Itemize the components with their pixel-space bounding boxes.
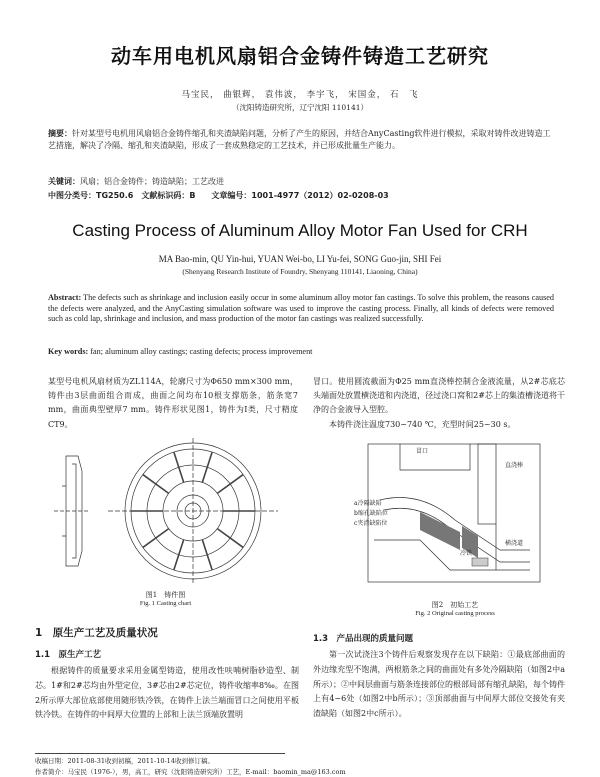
fig2-label-shrinkage: b缩孔缺陷位 (354, 510, 388, 517)
fan-rib (217, 529, 243, 548)
section-1-heading: 1 原生产工艺及质量状况 (35, 627, 158, 639)
fig1-caption-en: Fig. 1 Casting chart (139, 600, 192, 607)
figure-1 (48, 436, 283, 607)
fig2-label-cold-lap: a冷隔缺陷 (354, 500, 382, 507)
intro-right-para-1: 冒口。使用圆流截面为Φ25 mm直浇棒控制合金液流量，从2#芯底芯头端面处放置横浇道和内浇道，径过浇口窝和2#芯上的集渣槽浇道将干净的合金液导入型腔。 (313, 377, 565, 415)
fan-rib (202, 540, 212, 570)
keywords-en-label: Key words: (48, 347, 89, 356)
authors-cn: 马宝民， 曲银辉， 袁伟波， 李宇飞， 宋国金， 石 飞 (181, 90, 419, 100)
fan-rib (202, 452, 212, 482)
abstract-cn-label: 摘要： (48, 129, 72, 138)
keywords-en-text: fan; aluminum alloy castings; casting defects; process improvement (88, 347, 313, 356)
fig1-caption-cn: 图1 铸件图 (145, 591, 186, 599)
fan-rib (143, 475, 169, 494)
fig2-caption-cn: 图2 初始工艺 (431, 601, 479, 609)
abstract-en-label: Abstract: (48, 293, 82, 302)
keywords-cn (48, 176, 552, 188)
section-1-3-heading: 1.3 产品出现的质量问题 (313, 634, 414, 644)
intro-right-text (313, 375, 565, 432)
fig2-label-sprue: 横浇道 (505, 540, 524, 547)
intro-right-para-2: 本铸件浇注温度730~740 ℃，充型时间25~30 s。 (329, 419, 516, 429)
affiliation-cn: （沈阳铸造研究所，辽宁沈阳 110141） (231, 103, 368, 112)
fan-rib (174, 452, 184, 482)
fig2-label-inclusion: c夹渣缺陷位 (354, 520, 388, 527)
fan-rib (174, 540, 184, 570)
footnote-rule (35, 753, 285, 754)
intro-left-text: 某型号电机风扇材质为ZL114A，轮廓尺寸为Φ650 mm×300 mm，铸件由3层曲面组合而成，曲面之间均布10根支撑筋条，筋条宽7 mm，曲面典型壁厚7 mm。铸件形状见图1，铸件为Ⅰ类，尺寸精度CT9。 (48, 377, 298, 429)
keywords-cn-text: 风扇；铝合金铸件；铸造缺陷；工艺改进 (80, 177, 224, 186)
keywords-en (48, 347, 554, 356)
classification-line (48, 190, 552, 202)
authors-en: MA Bao-min, QU Yin-hui, YUAN Wei-bo, LI Yu-fei, SONG Guo-jin, SHI Fei (158, 254, 442, 264)
abstract-en (48, 293, 554, 325)
abstract-cn (48, 128, 552, 152)
section-1-1-heading: 1.1 原生产工艺 (35, 650, 102, 660)
affiliation-en: (Shenyang Research Institute of Foundry, Shenyang 110141, Liaoning, China) (182, 267, 418, 276)
keywords-cn-label: 关键词： (48, 177, 80, 186)
section-1-3-text: 第一次试浇注3个铸件后观察发现存在以下缺陷：①最底部曲面的外边缘充型不饱满，两根筋条之间的曲面处有多处冷隔缺陷（如图2中a所示）；②中间层曲面与筋条连接部位的根部局部有缩孔缺陷，每个铸件上有4~6处（如图2中b所示）；③顶部曲面与中间厚大部位交接处有夹渣缺陷（如图2中c所示）。 (313, 650, 565, 719)
figure-2 (354, 440, 550, 617)
fig2-label-cold-iron: 冷铁 (460, 550, 473, 557)
footnote-received: 收稿日期：2011-08-31收到初稿，2011-10-14收到修订稿。 (35, 757, 214, 765)
fan-rib (217, 475, 243, 494)
section-1-1-text: 根据铸件的质量要求采用金属型铸造，使用改性呋喃树脂砂造型、制芯。1#和2#芯均由外型定位，3#芯由2#芯定位，铸件收缩率8‰。在图2所示厚大部位底部使用随形铁冷铁，在铸件上法兰端面冒口之间使用平板铁冷铁。在铸件的中间厚大位置的上部和上法兰顶端放置明 (35, 666, 299, 720)
fig2-label-straight-runner: 直浇棒 (505, 462, 524, 469)
fig2-caption-en: Fig. 2 Original casting process (415, 610, 495, 617)
paper-title-en: Casting Process of Aluminum Alloy Motor Fan Used for CRH (72, 221, 528, 240)
paper-title-cn: 动车用电机风扇铝合金铸件铸造工艺研究 (111, 44, 489, 68)
casting-drawing (48, 436, 283, 586)
abstract-en-text: The defects such as shrinkage and inclusion easily occur in some aluminum alloy motor fan castings. To solve this problem, the reasons caused the defects were analyzed, and the AnyCasting simulation software was used to improve the casting process. Finally, all kinds of defects were removed such as cold lap, shrinkage and inclusion, and mass production of the motor fan castings was realized successfully. (48, 293, 554, 323)
fan-rib (143, 529, 169, 548)
abstract-cn-text: 针对某型号电机用风扇铝合金铸件缩孔和夹渣缺陷问题，分析了产生的原因，并结合AnyCasting软件进行模拟，采取对铸件改进铸造工艺措施，解决了冷隔、缩孔和夹渣缺陷，形成了一套成熟稳定的工艺技术，并已形成批量生产能力。 (48, 129, 551, 150)
fig2-label-riser: 冒口 (416, 448, 429, 455)
footnote-author: 作者简介：马宝民（1976-），男，高工，研究（沈阳铸造研究所）工艺，E-mail：baomin_ma@163.com (35, 768, 346, 776)
classification-text: 中图分类号：TG250.6 文献标识码：B 文章编号：1001-4977（2012）02-0208-03 (48, 191, 389, 200)
